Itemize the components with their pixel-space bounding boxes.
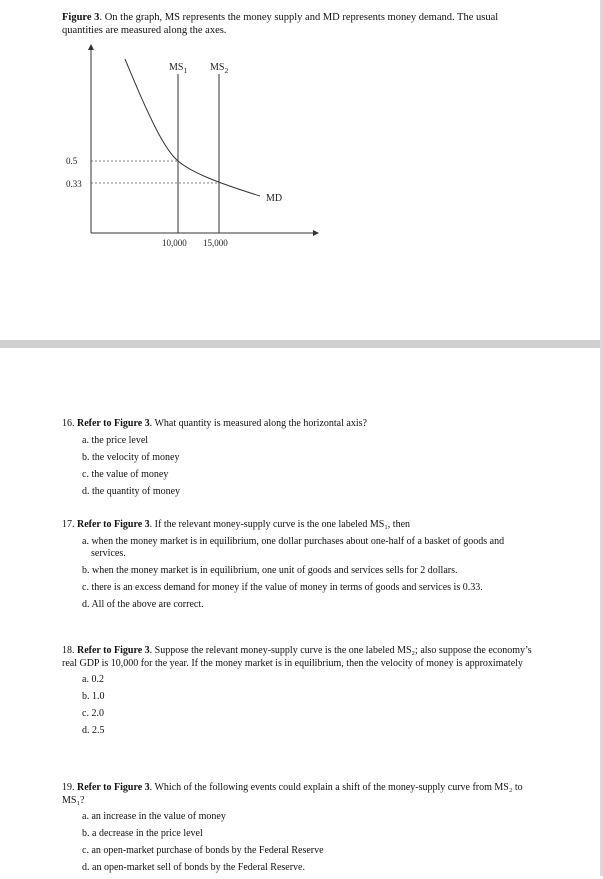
answer-option[interactable]: c. an open-market purchase of bonds by the Federal Reserve	[82, 845, 324, 856]
answer-options	[82, 536, 537, 612]
y-tick-0-5: 0.5	[66, 156, 78, 166]
question-stem: 17. Refer to Figure 3. If the relevant money-supply curve is the one labeled MS₁, then	[62, 519, 411, 530]
y-tick-0-33: 0.33	[66, 179, 82, 189]
answer-option[interactable]: a. the price level	[82, 434, 149, 446]
answer-option[interactable]: d. All of the above are correct.	[82, 599, 204, 610]
question-stem: 18. Refer to Figure 3. Suppose the relevant money-supply curve is the one labeled MS₂; also suppose the economy’s real GDP is 10,000 for the year. If the money market is in equilibrium, then the velocity of money is approximately	[62, 645, 532, 669]
answer-option[interactable]: b. 1.0	[82, 691, 105, 702]
question-stem: 16. Refer to Figure 3. What quantity is measured along the horizontal axis?	[62, 418, 367, 429]
answer-options	[82, 811, 537, 875]
ms2-label: $MS_2$	[210, 62, 229, 75]
answer-option[interactable]: b. a decrease in the price level	[82, 828, 203, 839]
answer-options	[82, 435, 537, 499]
answer-options	[82, 674, 537, 738]
page-1	[0, 0, 600, 340]
answer-option[interactable]: b. when the money market is in equilibrium, one unit of goods and services sells for 2 dollars.	[82, 565, 458, 576]
money-market-graph	[0, 0, 603, 340]
question-17	[62, 519, 537, 616]
question-stem: 19. Refer to Figure 3. Which of the following events could explain a shift of the money-supply curve from MS₂ to MS₁?	[62, 782, 523, 806]
question-16	[62, 418, 537, 503]
answer-option[interactable]: c. there is an excess demand for money if the value of money in terms of goods and services is 0.33.	[82, 582, 483, 593]
figure-caption-text: . On the graph, MS represents the money supply and MD represents money demand. The usual quantities are measured along the axes.	[62, 12, 499, 36]
question-19	[62, 782, 537, 879]
answer-option[interactable]: c. 2.0	[82, 708, 104, 719]
x-axis-arrow-icon	[313, 230, 319, 236]
answer-option[interactable]: a. 0.2	[82, 674, 104, 685]
md-label: MD	[266, 193, 283, 204]
x-tick-15000: 15,000	[203, 238, 228, 248]
answer-option[interactable]: c. the value of money	[82, 468, 169, 480]
figure-caption-label: Figure 3	[62, 12, 100, 23]
answer-option[interactable]: d. an open-market sell of bonds by the Federal Reserve.	[82, 862, 305, 873]
answer-option[interactable]: a. when the money market is in equilibrium, one dollar purchases about one-half of a basket of goods and services.	[82, 535, 505, 559]
page-separator	[0, 340, 603, 348]
answer-option[interactable]: a. an increase in the value of money	[82, 811, 226, 822]
y-axis-arrow-icon	[88, 44, 94, 50]
answer-option[interactable]: d. the quantity of money	[82, 485, 181, 497]
ms1-label: $MS_1$	[169, 62, 188, 75]
answer-option[interactable]: d. 2.5	[82, 725, 105, 736]
question-18	[62, 645, 537, 742]
x-tick-10000: 10,000	[162, 238, 187, 248]
md-curve	[125, 59, 260, 196]
answer-option[interactable]: b. the velocity of money	[82, 451, 180, 463]
